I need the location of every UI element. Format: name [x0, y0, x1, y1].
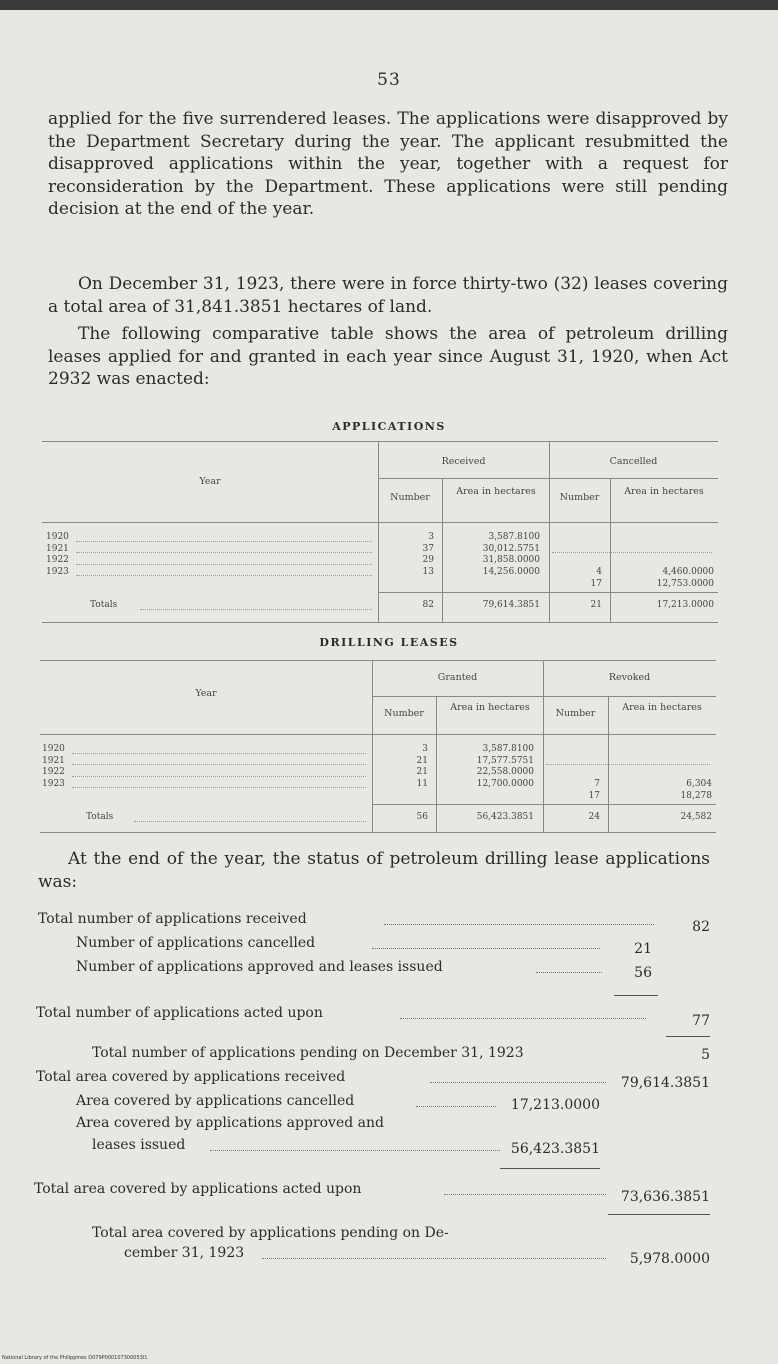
applications-cancelled-number-header: Number: [559, 492, 600, 503]
drilling-total-revoked-area: 24,582: [680, 812, 712, 822]
drilling-year-list: [42, 744, 65, 790]
cancelled-label: Number of applications cancelled: [76, 935, 316, 951]
cancelled-value: 21: [634, 941, 652, 957]
table-cell: 11: [416, 778, 428, 789]
table-cell: 21: [416, 767, 428, 777]
table-cell: 21: [416, 755, 428, 766]
applications-cancelled-number-column: [552, 567, 602, 590]
acted-label: Total number of applications acted upon: [36, 1005, 323, 1021]
applications-total-cancelled-area: 17,213.0000: [656, 600, 714, 610]
table-cell: 3: [422, 744, 428, 754]
drilling-total-granted-number: 56: [416, 812, 428, 822]
drilling-total-granted-area: 56,423.3851: [476, 812, 534, 822]
year-label: 1922: [42, 767, 65, 777]
applications-received-number-header: Number: [390, 492, 430, 503]
table-cell: 17,577.5751: [476, 755, 534, 766]
area-pending-label-1: Total area covered by applications pending on De-: [92, 1225, 449, 1241]
drilling-granted-area-header: Area in hectares: [450, 702, 530, 713]
table-cell: 37: [422, 543, 434, 554]
applications-received-area-header: Area in hectares: [456, 486, 536, 497]
drilling-totals-label: Totals: [86, 812, 114, 822]
table-cell: 7: [594, 779, 600, 789]
table-cell: 30,012.5751: [482, 543, 540, 554]
area-approved-label-2: leases issued: [92, 1137, 186, 1153]
table-cell: 29: [422, 555, 434, 565]
table-cell: 3,587.8100: [482, 744, 534, 754]
area-received-value: 79,614.3851: [620, 1075, 710, 1091]
area-cancelled-label: Area covered by applications cancelled: [76, 1093, 355, 1109]
acted-value: 77: [692, 1013, 710, 1029]
applications-total-received-area: 79,614.3851: [482, 600, 540, 610]
year-label: 1921: [46, 543, 69, 554]
year-label: 1920: [42, 744, 65, 754]
approved-value: 56: [634, 965, 652, 981]
status-intro: At the end of the year, the status of petroleum drilling lease applications was:: [38, 849, 710, 892]
drilling-revoked-number-column: [546, 779, 600, 802]
drilling-revoked-header: Revoked: [608, 672, 651, 683]
drilling-year-header: Year: [195, 688, 217, 699]
drilling-revoked-area-header: Area in hectares: [622, 702, 702, 713]
table-cell: 12,700.0000: [476, 778, 534, 789]
drilling-total-revoked-number: 24: [588, 812, 600, 822]
drilling-leases-heading: DRILLING LEASES: [319, 636, 459, 649]
year-label: 1921: [42, 755, 65, 766]
area-acted-value: 73,636.3851: [620, 1189, 710, 1205]
table-cell: 14,256.0000: [482, 566, 540, 577]
table-cell: 17: [588, 790, 600, 801]
applications-cancelled-header: Cancelled: [609, 456, 658, 467]
applications-year-list: [46, 532, 69, 578]
paragraph-comparative-table: The following comparative table shows the area of petroleum drilling leases applied for and granted in each year since August 31, 1920, when Act 2932 was enacted:: [48, 324, 728, 389]
table-cell: 4,460.0000: [662, 567, 714, 577]
table-cell: 3,587.8100: [488, 532, 540, 542]
total-received-value: 82: [692, 919, 710, 935]
table-cell: 22,558.0000: [476, 767, 534, 777]
area-pending-value: 5,978.0000: [629, 1251, 710, 1267]
pending-label: Total number of applications pending on December 31, 1923: [92, 1045, 524, 1061]
table-cell: 12,753.0000: [656, 578, 714, 589]
table-cell: 3: [428, 532, 434, 542]
pending-value: 5: [701, 1047, 710, 1063]
applications-received-area-column: [444, 532, 540, 578]
applications-total-cancelled-number: 21: [590, 600, 602, 610]
drilling-revoked-number-header: Number: [555, 708, 596, 719]
applications-cancelled-area-header: Area in hectares: [624, 486, 704, 497]
drilling-granted-area-column: [438, 744, 534, 790]
applications-totals-label: Totals: [90, 600, 118, 610]
table-cell: 13: [422, 566, 434, 577]
applications-received-header: Received: [441, 456, 486, 467]
area-pending-label-2: cember 31, 1923: [124, 1245, 245, 1261]
area-acted-label: Total area covered by applications acted upon: [34, 1181, 362, 1197]
applications-total-received-number: 82: [422, 600, 434, 610]
total-received-label: Total number of applications received: [38, 911, 307, 927]
drilling-granted-number-column: [374, 744, 428, 790]
applications-received-number-column: [380, 532, 434, 578]
table-cell: 4: [596, 567, 602, 577]
applications-heading: APPLICATIONS: [332, 420, 446, 433]
table-cell: 18,278: [680, 790, 712, 801]
paragraph-surrendered-leases: applied for the five surrendered leases. The applications were disapproved by the Department Secretary during the year. The applicant resubmitted the disapproved applications within the year, together with a request for reconsideration by the Department. These applications were still pending decision at the end of the year.: [48, 109, 728, 219]
year-label: 1923: [46, 566, 69, 577]
drilling-granted-header: Granted: [437, 672, 478, 683]
year-label: 1922: [46, 555, 69, 565]
table-cell: 17: [590, 578, 602, 589]
applications-cancelled-area-column: [612, 567, 714, 590]
drilling-revoked-area-column: [610, 779, 712, 802]
applications-year-header: Year: [199, 476, 221, 487]
area-received-label: Total area covered by applications received: [36, 1069, 346, 1085]
area-cancelled-value: 17,213.0000: [510, 1097, 600, 1113]
table-cell: 6,304: [686, 779, 712, 789]
scan-top-edge: [0, 0, 778, 10]
year-label: 1920: [46, 532, 69, 542]
approved-label: Number of applications approved and leases issued: [76, 959, 443, 975]
drilling-granted-number-header: Number: [384, 708, 424, 719]
area-approved-label-1: Area covered by applications approved and: [76, 1115, 384, 1131]
area-approved-value: 56,423.3851: [510, 1141, 600, 1157]
year-label: 1923: [42, 778, 65, 789]
table-cell: 31,858.0000: [482, 555, 540, 565]
page-number: 53: [377, 70, 401, 90]
paragraph-leases-in-force: On December 31, 1923, there were in force thirty-two (32) leases covering a total area of 31,841.3851 hectares of land.: [48, 274, 728, 317]
scan-footer: National Library of the Philippines D079P000107300053I1: [2, 1355, 148, 1361]
